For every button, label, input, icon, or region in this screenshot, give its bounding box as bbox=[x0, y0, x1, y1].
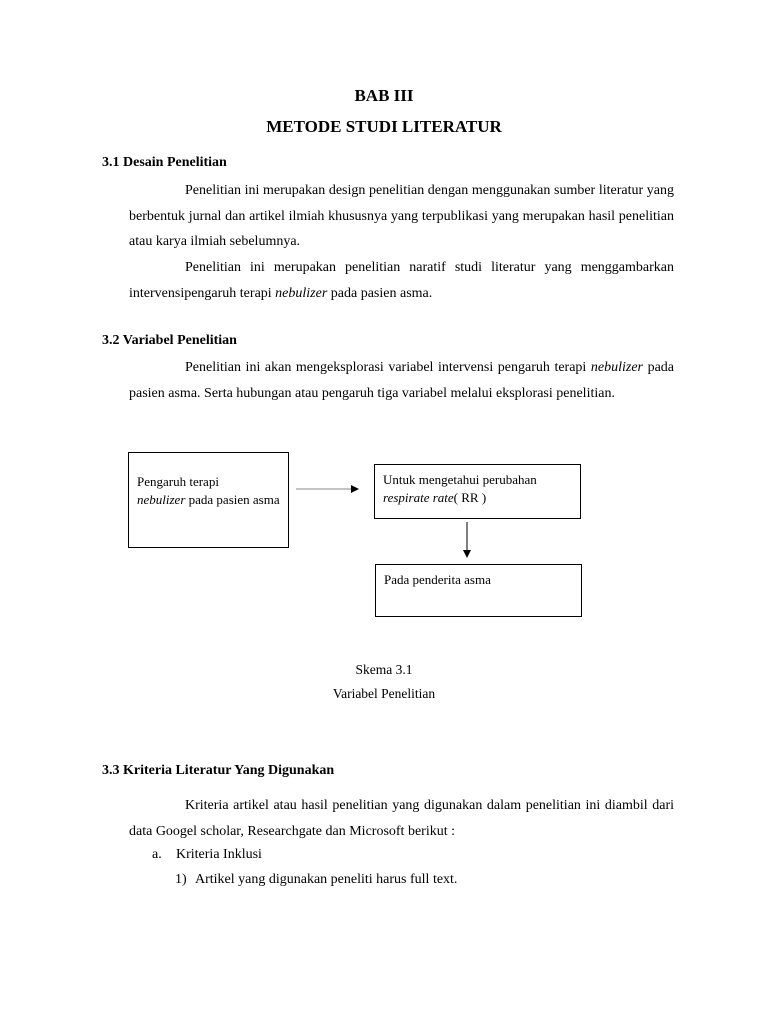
box-text: Pengaruh terapi bbox=[137, 474, 219, 489]
list-item-a bbox=[152, 847, 262, 863]
list-marker: 1) bbox=[175, 872, 187, 887]
paragraph-text: Penelitian ini merupakan design penelitian dengan menggunakan sumber literatur yang berbentuk jurnal dan artikel ilmiah khususnya yang terpublikasi yang merupakan hasil penelitian atau karya ilmiah sebelumnya. bbox=[129, 183, 674, 249]
section-heading-3-3: 3.3 Kriteria Literatur Yang Digunakan bbox=[102, 763, 335, 778]
italic-term: nebulizer bbox=[590, 360, 643, 375]
italic-term: nebulizer bbox=[275, 285, 328, 301]
list-text: Kriteria Inklusi bbox=[176, 847, 262, 862]
box-text: ( RR ) bbox=[453, 490, 487, 505]
section-heading-3-2: 3.2 Variabel Penelitian bbox=[102, 333, 237, 348]
section-heading-3-1: 3.1 Desain Penelitian bbox=[102, 155, 227, 170]
diagram-box-outcome bbox=[374, 464, 581, 519]
list-marker: a. bbox=[152, 847, 162, 862]
figure-caption-number: Skema 3.1 bbox=[355, 662, 413, 677]
chapter-title: METODE STUDI LITERATUR bbox=[266, 117, 502, 136]
list-item-1 bbox=[175, 872, 457, 888]
box-text: Pada penderita asma bbox=[384, 572, 491, 587]
italic-term: nebulizer bbox=[137, 492, 186, 507]
paragraph-3-3 bbox=[129, 793, 674, 844]
paragraph-text: Kriteria artikel atau hasil penelitian yang digunakan dalam penelitian ini diambil dari data Googel scholar, Researchgate dan Microsoft berikut : bbox=[129, 798, 674, 839]
paragraph-text: Penelitian ini merupakan penelitian naratif studi literatur yang menggambarkan intervensipengaruh terapi bbox=[129, 260, 674, 301]
chapter-heading: BAB III bbox=[354, 86, 414, 105]
italic-term: respirate rate bbox=[383, 490, 454, 505]
paragraph-text: pada pasien asma. bbox=[327, 285, 433, 301]
box-text: pada pasien asma bbox=[185, 492, 280, 507]
diagram-box-population bbox=[375, 564, 582, 617]
box-text: Untuk mengetahui perubahan bbox=[383, 472, 537, 487]
figure-caption-title: Variabel Penelitian bbox=[332, 686, 436, 701]
paragraph-text: pada pasien asma. Serta hubungan atau pengaruh tiga variabel melalui eksplorasi penelitian. bbox=[129, 360, 674, 401]
paragraph-text: Penelitian ini akan mengeksplorasi variabel intervensi pengaruh terapi bbox=[185, 360, 591, 375]
diagram-box-intervention bbox=[128, 452, 289, 548]
list-text: Artikel yang digunakan peneliti harus full text. bbox=[195, 872, 458, 887]
